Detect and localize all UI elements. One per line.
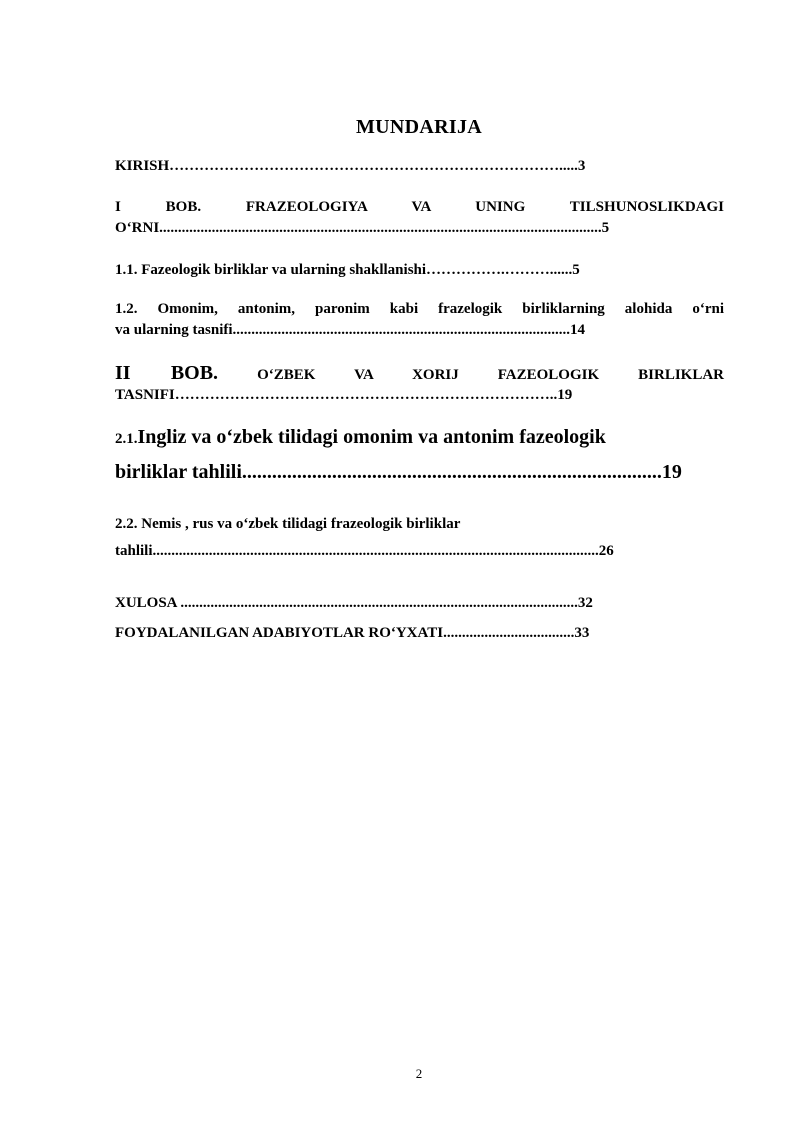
toc-entry-foydalanilgan	[115, 625, 724, 642]
toc-entry-kirish	[115, 158, 724, 175]
page-number: 2	[415, 1066, 423, 1081]
toc-entry-prefix: 2.1.	[115, 431, 138, 447]
toc-entry-prefix: II BOB.	[115, 362, 219, 384]
toc-entry-heading-line	[115, 362, 724, 385]
toc-entry-text: Ingliz va o‘zbek tilidagi omonim va antonim fazeologik	[137, 426, 606, 448]
toc-entry-1-2	[115, 301, 724, 339]
toc-entry-text: I BOB. FRAZEOLOGIYA VA UNING TILSHUNOSLIKDAGI	[115, 199, 724, 215]
toc-entry-text: 1.2. Omonim, antonim, paronim kabi frazelogik birliklarning alohida o‘rni	[115, 301, 724, 317]
toc-entry-2-2	[115, 516, 724, 560]
toc-entry-text: 2.2. Nemis , rus va o‘zbek tilidagi frazeologik birliklar	[115, 516, 461, 532]
toc-entry-text: O‘ZBEK VA XORIJ FAZEOLOGIK BIRLIKLAR	[257, 367, 725, 383]
toc-entry-text: FOYDALANILGAN ADABIYOTLAR RO‘YXATI...................................33	[115, 625, 590, 641]
toc-entry-1-1	[115, 262, 724, 279]
toc-title: MUNDARIJA	[355, 116, 483, 138]
toc-entry-text: 1.1. Fazeologik birliklar va ularning shakllanishi…………….………......5	[115, 262, 580, 278]
toc-entry-text: birliklar tahlili....................................................................................19	[115, 461, 682, 483]
toc-entry-text: KIRISH…………………………………………………………………….....3	[115, 158, 586, 174]
toc-entry-text: tahlili.......................................................................................................................26	[115, 543, 614, 559]
toc-entry-bob-2	[115, 362, 724, 404]
toc-entry-text: XULOSA ..........................................................................................................32	[115, 595, 593, 611]
toc-entry-text: va ularning tasnifi..........................................................................................14	[115, 322, 586, 338]
toc-entry-xulosa	[115, 595, 724, 612]
toc-entry-text: O‘RNI......................................................................................................................5	[115, 220, 610, 236]
toc-entry-text: TASNIFI…………………………………………………………………..19	[115, 387, 573, 403]
toc-entry-heading-line	[115, 426, 724, 449]
toc-entry-2-1	[115, 426, 724, 484]
toc-entry-bob-1	[115, 199, 724, 237]
